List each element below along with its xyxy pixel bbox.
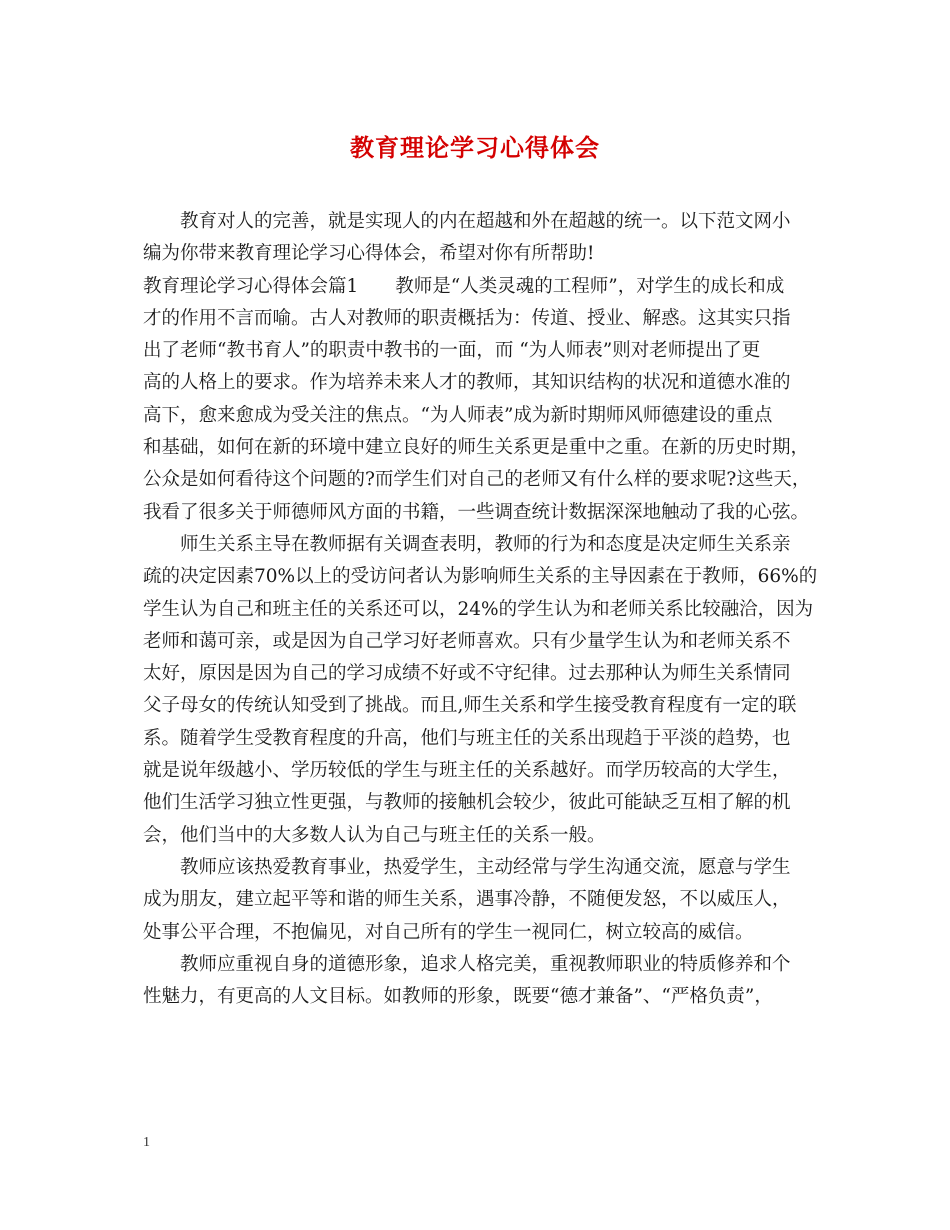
text-line: 教育对人的完善，就是实现人的内在超越和外在超越的统一。以下范文网小 xyxy=(180,211,791,232)
text-line: 父子母女的传统认知受到了挑战。而且,师生关系和学生接受教育程度有一定的联 xyxy=(143,695,797,717)
text-line: 老师和蔼可亲，或是因为自己学习好老师喜欢。只有少量学生认为和老师关系不 xyxy=(143,630,791,652)
text-line: 成为朋友，建立起平等和谐的师生关系，遇事冷静，不随便发怒，不以威压人， xyxy=(143,889,791,911)
paragraph-intro xyxy=(143,206,823,271)
text-line: 系。随着学生受教育程度的升高，他们与班主任的关系出现趋于平淡的趋势，也 xyxy=(143,727,791,749)
text-line: 公众是如何看待这个问题的?而学生们对自己的老师又有什么样的要求呢?这些天， xyxy=(143,469,811,491)
paragraph-3 xyxy=(143,852,823,949)
paragraph-2 xyxy=(143,529,823,852)
text-line: 我看了很多关于师德师风方面的书籍，一些调查统计数据深深地触动了我的心弦。 xyxy=(143,501,810,523)
paragraph-4 xyxy=(143,949,823,1014)
document-title: 教育理论学习心得体会 xyxy=(350,133,600,162)
text-line: 出了老师“教书育人”的职责中教书的一面，而 “为人师表”则对老师提出了更 xyxy=(143,340,761,362)
text-line: 教师应该热爱教育事业，热爱学生，主动经常与学生沟通交流，愿意与学生 xyxy=(180,856,791,878)
text-line: 就是说年级越小、学历较低的学生与班主任的关系越好。而学历较高的大学生， xyxy=(143,760,791,782)
text-line: 高的人格上的要求。作为培养未来人才的教师，其知识结构的状况和道德水准的 xyxy=(143,372,791,394)
text-line: 性魅力，有更高的人文目标。如教师的形象，既要“德才兼备”、“严格负责”， xyxy=(143,986,773,1008)
text-line: 和基础，如何在新的环境中建立良好的师生关系更是重中之重。在新的历史时期， xyxy=(143,437,810,459)
text-line: 会，他们当中的大多数人认为自己与班主任的关系一般。 xyxy=(143,824,606,846)
text-line: 教育理论学习心得体会篇1 教师是“人类灵魂的工程师”，对学生的成长和成 xyxy=(143,275,785,297)
page-number: 1 xyxy=(143,1135,150,1150)
text-line: 教师应重视自身的道德形象，追求人格完美，重视教师职业的特质修养和个 xyxy=(180,953,791,975)
document-body xyxy=(143,206,823,1013)
text-line: 编为你带来教育理论学习心得体会，希望对你有所帮助! xyxy=(143,243,595,265)
text-line: 才的作用不言而喻。古人对教师的职责概括为：传道、授业、解惑。这其实只指 xyxy=(143,307,791,329)
text-line: 他们生活学习独立性更强，与教师的接触机会较少，彼此可能缺乏互相了解的机 xyxy=(143,792,791,814)
paragraph-1 xyxy=(143,271,823,529)
text-line: 处事公平合理，不抱偏见，对自己所有的学生一视同仁，树立较高的威信。 xyxy=(143,921,754,943)
text-line: 太好，原因是因为自己的学习成绩不好或不守纪律。过去那种认为师生关系情同 xyxy=(143,663,791,685)
text-line: 疏的决定因素70%以上的受访问者认为影响师生关系的主导因素在于教师，66%的 xyxy=(143,566,818,588)
text-line: 高下，愈来愈成为受关注的焦点。“为人师表”成为新时期师风师德建设的重点 xyxy=(143,404,773,426)
text-line: 学生认为自己和班主任的关系还可以，24%的学生认为和老师关系比较融洽，因为 xyxy=(143,598,814,620)
text-line: 师生关系主导在教师据有关调查表明，教师的行为和态度是决定师生关系亲 xyxy=(180,533,791,555)
